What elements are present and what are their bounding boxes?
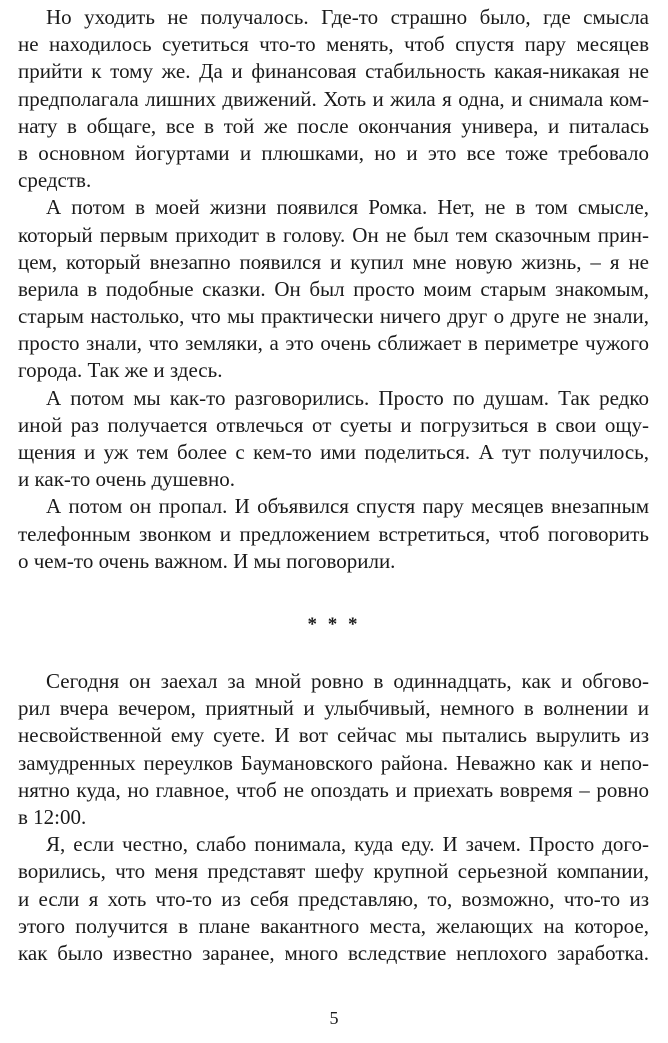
text-line: и как-то очень душевно. xyxy=(18,467,236,492)
text-line: замудренных переулков Баумановского района. Неважно как и непо- xyxy=(18,750,649,775)
text-line: щения и уж тем более с кем-то ими поделиться. А тут получилось, xyxy=(18,440,649,464)
text-line: этого получится в плане вакантного места, желающих на которое, xyxy=(18,913,649,938)
text-line: просто знали, что земляки, а это очень сближает в периметре чужого xyxy=(18,331,649,356)
text-line: нату в общаге, все в той же после окончания универа, и питалась xyxy=(18,113,649,138)
text-line: не находилось суетиться что-то менять, чтоб спустя пару месяцев xyxy=(18,32,649,57)
text-line: средств. xyxy=(18,168,92,193)
text-line: ворились, что меня представят шефу крупной серьезной компании, xyxy=(18,859,649,884)
section-separator: * * * xyxy=(307,614,361,635)
text-line: старым настолько, что мы практически ничего друг о друге не знали, xyxy=(18,304,649,329)
text-line: о чем-то очень важном. И мы поговорили. xyxy=(18,548,396,573)
text-line: который первым приходит в голову. Он не был тем сказочным прин- xyxy=(18,222,649,247)
text-line: города. Так же и здесь. xyxy=(18,358,223,383)
text-line: телефонным звонком и предложением встретиться, чтоб поговорить xyxy=(18,521,649,546)
text-line: А потом он пропал. И объявился спустя пару месяцев внезапным xyxy=(46,494,649,519)
text-line: в основном йогуртами и плюшками, но и это все тоже требовало xyxy=(18,140,649,165)
text-line: как было известно заранее, много вследствие неплохого заработка. xyxy=(18,940,649,965)
text-line: рил вчера вечером, приятный и улыбчивый, немного в волнении и xyxy=(18,696,649,721)
text-line: предполагала лишних движений. Хоть и жила я одна, и снимала ком- xyxy=(18,86,649,111)
text-line: нятно куда, но главное, чтоб не опоздать и приехать вовремя – ровно xyxy=(18,777,649,802)
text-line: иной раз получается отвлечься от суеты и погрузиться в свои ощу- xyxy=(18,412,649,437)
text-line: в 12:00. xyxy=(18,804,87,829)
text-section-2 xyxy=(18,668,649,967)
text-line: А потом мы как-то разговорились. Просто по душам. Так редко xyxy=(46,385,649,410)
text-line: и если я хоть что-то из себя представляю, то, возможно, что-то из xyxy=(18,886,649,911)
text-line: прийти к тому же. Да и финансовая стабильность какая-никакая не xyxy=(18,59,649,84)
text-section-1 xyxy=(18,4,649,575)
text-line: цем, который внезапно появился и купил мне новую жизнь, – я не xyxy=(18,249,649,274)
text-line: А потом в моей жизни появился Ромка. Нет, не в том смысле, xyxy=(46,195,649,220)
text-line: Но уходить не получалось. Где-то страшно было, где смысла xyxy=(46,5,649,29)
text-line: несвойственной ему суете. И вот сейчас мы пытались вырулить из xyxy=(18,723,649,748)
text-line: Я, если честно, слабо понимала, куда еду. И зачем. Просто дого- xyxy=(46,832,649,857)
text-line: верила в подобные сказки. Он был просто моим старым знакомым, xyxy=(18,276,649,301)
text-line: Сегодня он заехал за мной ровно в одиннадцать, как и обгово- xyxy=(46,669,649,693)
page-number: 5 xyxy=(329,1008,339,1028)
